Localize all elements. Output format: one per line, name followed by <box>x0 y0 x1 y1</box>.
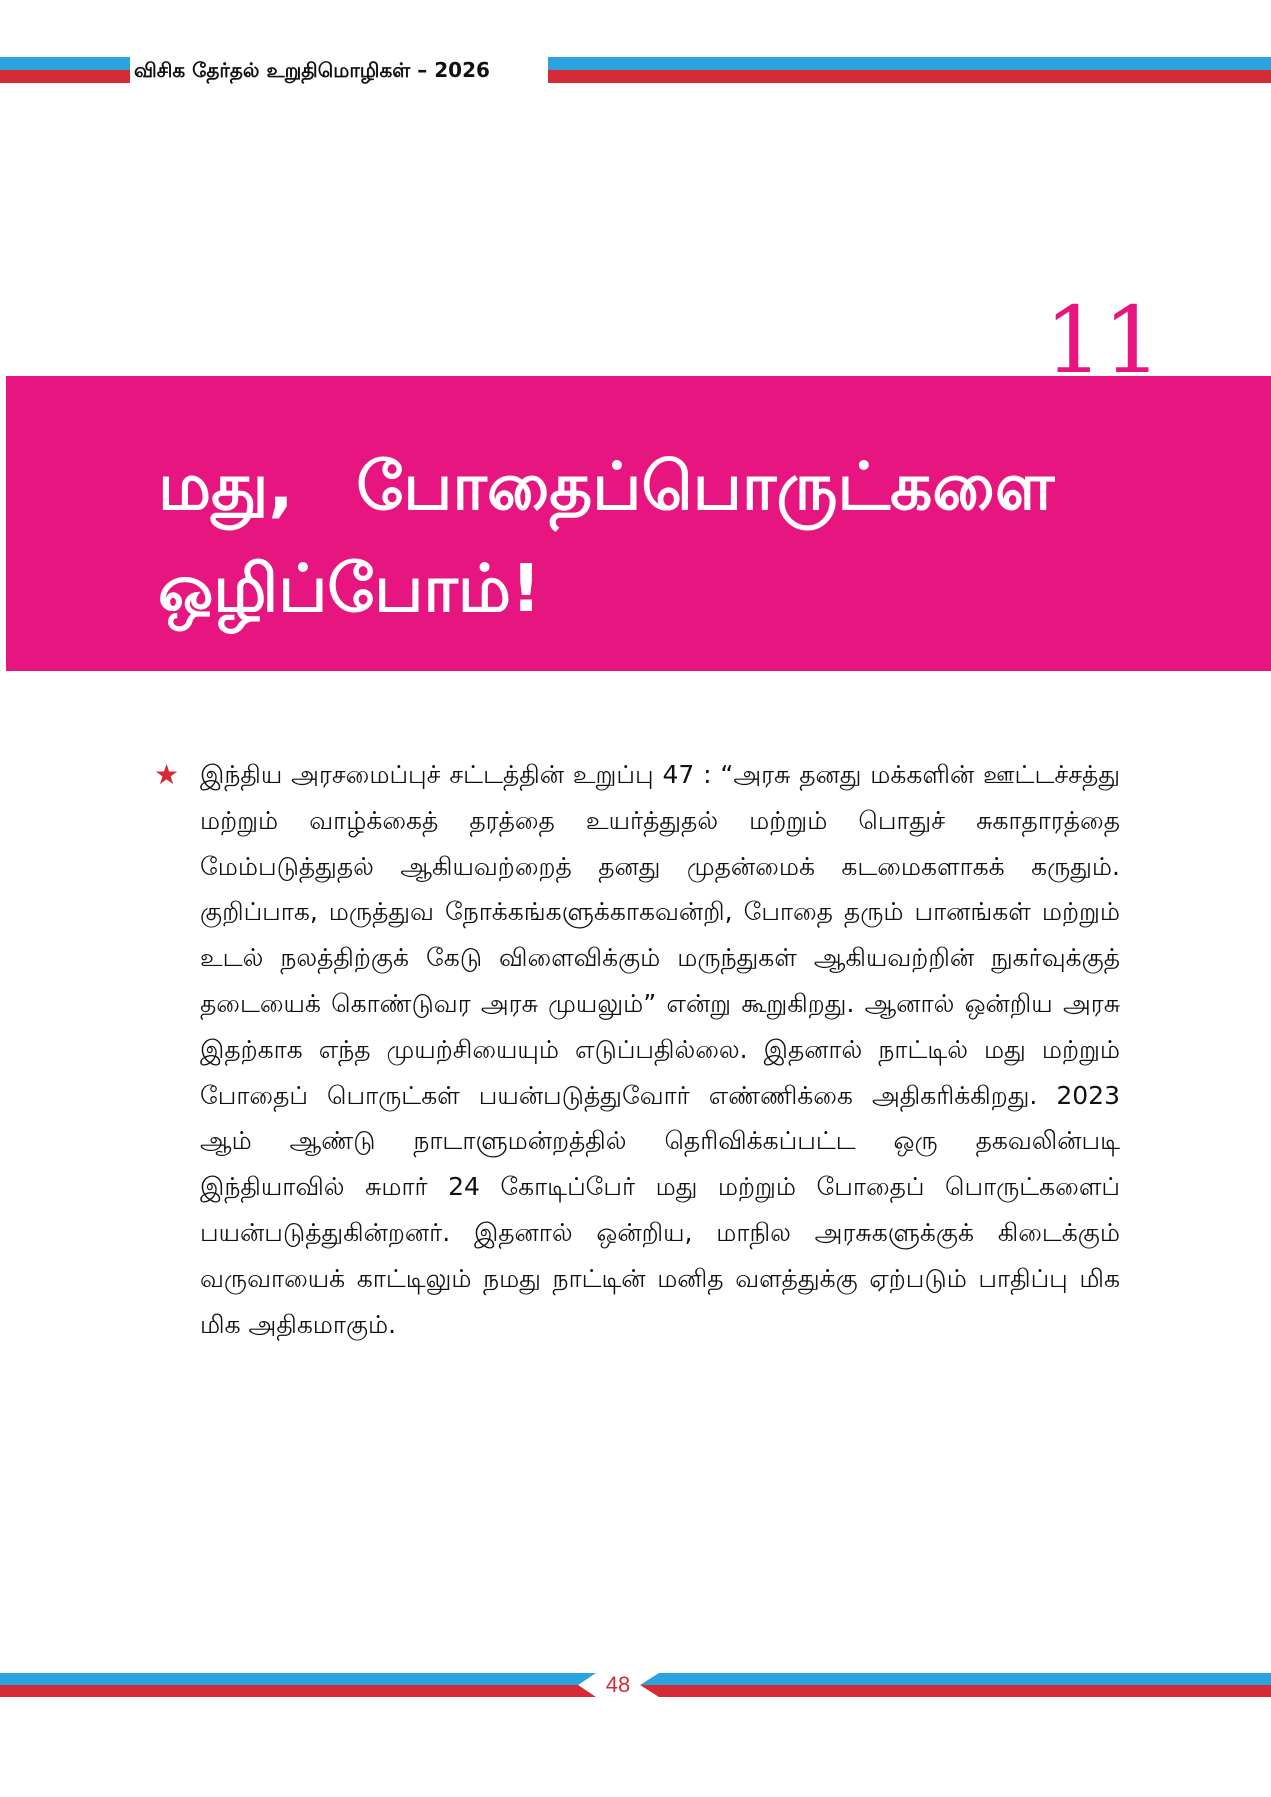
header-stripe-blue-right <box>548 57 1271 70</box>
header-stripe-red-left <box>0 70 130 83</box>
footer-stripe-blue-right <box>640 1673 1271 1685</box>
header-stripe-blue-left <box>0 57 130 70</box>
star-icon: ★ <box>154 758 180 791</box>
chapter-number: 11 <box>1044 287 1162 394</box>
page-number: 48 <box>605 1672 631 1697</box>
chapter-title-line-2: ஒழிப்போம்! <box>158 550 542 627</box>
footer-stripe-blue-left <box>0 1673 596 1685</box>
body-paragraph: இந்திய அரசமைப்புச் சட்டத்தின் உறுப்பு 47 : “அரசு தனது மக்களின் ஊட்டச்சத்து மற்றும் வாழ்க்கைத் தரத்தை உயர்த்துதல் மற்றும் பொதுச் சுகாதாரத்தை மேம்படுத்துதல் ஆகியவற்றைத் தனது முதன்மைக் கடமைகளாகக் கருதும். குறிப்பாக, மருத்துவ நோக்கங்களுக்காகவன்றி, போதை தரும் பானங்கள் மற்றும் உடல் நலத்திற்குக் கேடு விளைவிக்கும் மருந்துகள் ஆகியவற்றின் நுகர்வுக்குத் தடையைக் கொண்டுவர அரசு முயலும்” என்று கூறுகிறது. ஆனால் ஒன்றிய அரசு இதற்காக எந்த முயற்சியையும் எடுப்பதில்லை. இதனால் நாட்டில் மது மற்றும் போதைப் பொருட்கள் பயன்படுத்துவோர் எண்ணிக்கை அதிகரிக்கிறது. 2023 ஆம் ஆண்டு நாடாளுமன்றத்தில் தெரிவிக்கப்பட்ட ஒரு தகவலின்படி இந்தியாவில் சுமார் 24 கோடிப்பேர் மது மற்றும் போதைப் பொருட்களைப் பயன்படுத்துகின்றனர். இதனால் ஒன்றிய, மாநில அரசுகளுக்குக் கிடைக்கும் வருவாயைக் காட்டிலும் நமது நாட்டின் மனித வளத்துக்கு ஏற்படும் பாதிப்பு மிக மிக அதிகமாகும். <box>200 760 1120 1339</box>
chapter-title <box>158 436 1158 640</box>
footer-stripe-red-right <box>640 1685 1271 1697</box>
header-stripe-red-right <box>548 70 1271 83</box>
footer-stripe-red-left <box>0 1685 596 1697</box>
chapter-title-line-1: மது, போதைப்பொருட்களை <box>158 448 1055 525</box>
header-title: விசிக தேர்தல் உறுதிமொழிகள் – 2026 <box>134 58 490 82</box>
